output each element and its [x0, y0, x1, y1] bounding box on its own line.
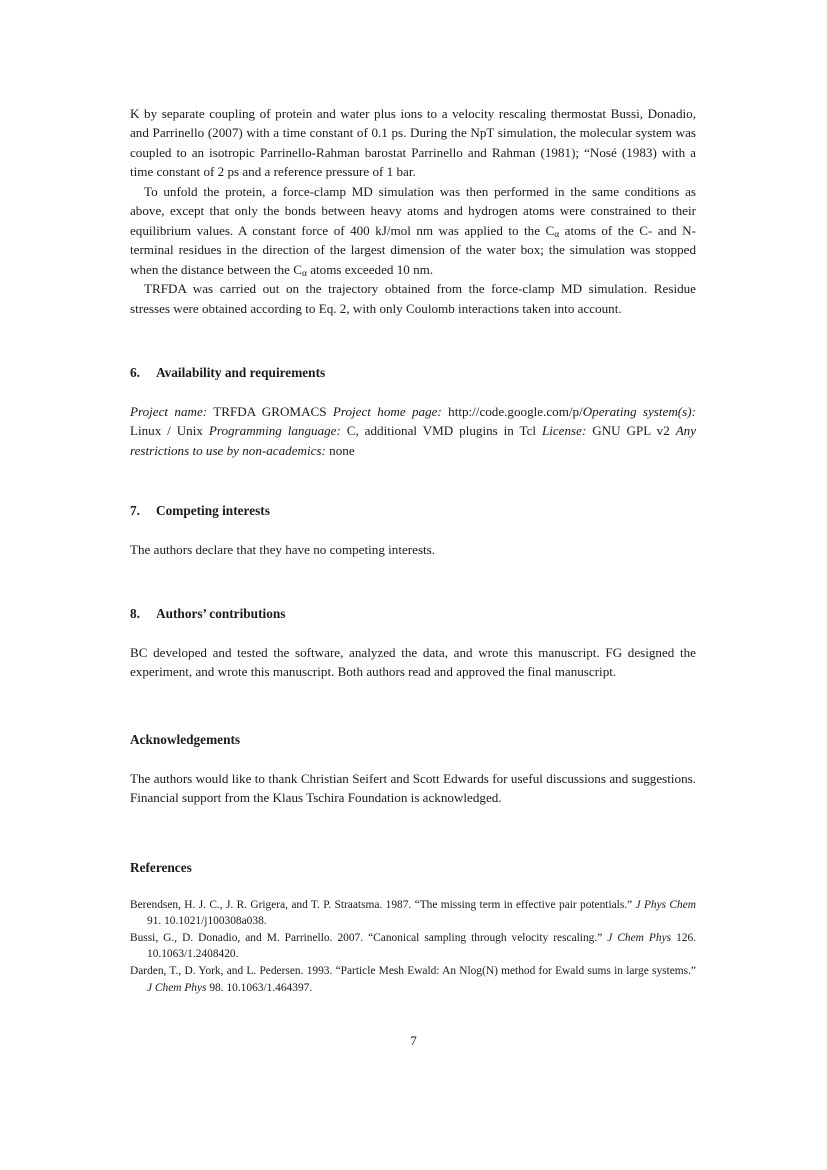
home-page-label: Project home page:: [332, 403, 442, 419]
section-title-8: Authors’ contributions: [156, 605, 286, 621]
spacer: [130, 682, 696, 730]
reference-volume: 126.: [676, 931, 697, 944]
reference-year: 1987.: [385, 898, 412, 911]
spacer: [130, 623, 696, 643]
section-heading-8: [130, 604, 696, 623]
paragraph-text-1: K by separate coupling of protein and water plus ions to a velocity rescaling thermostat Bussi, Donadio, and Parrinello (2007) with a time constant of 0.1 ps. During the NpT simulation, the molecular system was coupled to an isotropic Parrinello-Rahman barostat Parrinello and Rahman (1981); “Nosé (1983) with a time constant of 2 ps and a reference pressure of 1 bar.: [130, 106, 696, 180]
spacer: [130, 560, 696, 604]
reference-doi[interactable]: 10.1063/1.2408420.: [147, 948, 239, 961]
alpha-subscript: α: [301, 268, 307, 279]
project-name-label: Project name:: [130, 403, 208, 419]
references-list: [130, 897, 696, 997]
availability-block: [130, 402, 696, 460]
project-name-value: TRFDA GROMACS: [213, 403, 327, 419]
paragraph-text-3: TRFDA was carried out on the trajectory obtained from the force-clamp MD simulation. Residue stresses were obtained according to Eq. 2, with only Coulomb interactions taken into account.: [130, 281, 696, 316]
acknowledgements-title: Acknowledgements: [130, 731, 241, 747]
language-label: Programming language:: [208, 423, 341, 439]
section-heading-7: [130, 501, 696, 520]
section-number-8: 8.: [130, 605, 140, 621]
license-label: License:: [541, 423, 587, 439]
authors-contributions-text: BC developed and tested the software, analyzed the data, and wrote this manuscript. FG designed the experiment, and wrote this manuscript. Both authors read and approved the final manuscript.: [130, 644, 696, 680]
license-value: GNU GPL v2: [592, 423, 670, 439]
reference-year: 1993.: [306, 964, 333, 977]
body-paragraph-2: To unfold the protein, a force-clamp MD simulation was then performed in the same conditions as above, except that only the bonds between heavy atoms and hydrogen atoms were constrained to their equilibrium values. A constant force of 400 kJ/mol nm was applied to the $C_\alpha$ atoms of the C- and N-terminal residues in the direction of the largest dimension of the water box; the simulation was stopped when the distance between the $C_\alpha$ atoms exceeded 10 nm.: [130, 183, 696, 279]
acknowledgements-text: The authors would like to thank Christian Seifert and Scott Edwards for useful discussions and suggestions. Financial support from the Klaus Tschira Foundation is acknowledged.: [130, 770, 696, 806]
spacer: [130, 318, 696, 363]
spacer: [130, 877, 696, 897]
reference-entry: [130, 963, 696, 996]
os-value: Linux / Unix: [130, 423, 203, 439]
reference-authors: Berendsen, H. J. C., J. R. Grigera, and T. P. Straatsma.: [130, 898, 383, 911]
reference-authors: Darden, T., D. York, and L. Pedersen.: [130, 964, 304, 977]
references-heading: [130, 858, 696, 877]
reference-article-title: “The missing term in effective pair potentials.”: [414, 898, 633, 911]
section-number-7: 7.: [130, 503, 140, 519]
competing-interests-body: [130, 540, 696, 559]
reference-doi[interactable]: 10.1021/j100308a038.: [164, 915, 267, 928]
reference-journal: J Chem Phys: [607, 931, 672, 944]
reference-journal: J Chem Phys: [147, 981, 207, 994]
section-heading-6: [130, 363, 696, 382]
competing-interests-text: The authors declare that they have no competing interests.: [130, 542, 436, 558]
reference-doi[interactable]: 10.1063/1.464397.: [226, 981, 313, 994]
authors-contributions-body: [130, 643, 696, 682]
reference-article-title: “Canonical sampling through velocity rescaling.”: [368, 931, 603, 944]
reference-entry: [130, 930, 696, 963]
os-label: Operating system(s):: [582, 403, 696, 419]
acknowledgements-heading: [130, 730, 696, 749]
section-title-7: Competing interests: [156, 503, 270, 519]
spacer: [130, 460, 696, 501]
reference-journal: J Phys Chem: [635, 898, 697, 911]
spacer: [130, 749, 696, 769]
reference-volume: 98.: [209, 981, 224, 994]
spacer: [130, 808, 696, 858]
section-number-6: 6.: [130, 364, 140, 380]
home-page-value[interactable]: http://code.google.com/p/: [448, 403, 583, 419]
language-value: C, additional VMD plugins in Tcl: [346, 423, 537, 439]
reference-volume: 91.: [147, 915, 162, 928]
body-paragraph-3: [130, 279, 696, 318]
body-paragraph-1: [130, 104, 696, 182]
spacer: [130, 382, 696, 402]
acknowledgements-body: [130, 769, 696, 808]
page-number: 7: [410, 1033, 417, 1048]
spacer: [130, 520, 696, 540]
reference-entry: [130, 897, 696, 930]
section-title-6: Availability and requirements: [156, 364, 326, 380]
references-title: References: [130, 859, 192, 875]
reference-year: 2007.: [337, 931, 364, 944]
alpha-subscript: α: [554, 229, 560, 240]
document-page: [130, 104, 696, 996]
restrictions-value: none: [329, 442, 355, 458]
restrictions-label: Any restrictions to use by non-academics:: [130, 423, 697, 458]
reference-article-title: “Particle Mesh Ewald: An Nlog(N) method for Ewald sums in large systems.”: [335, 964, 696, 977]
reference-authors: Bussi, G., D. Donadio, and M. Parrinello.: [130, 931, 333, 944]
